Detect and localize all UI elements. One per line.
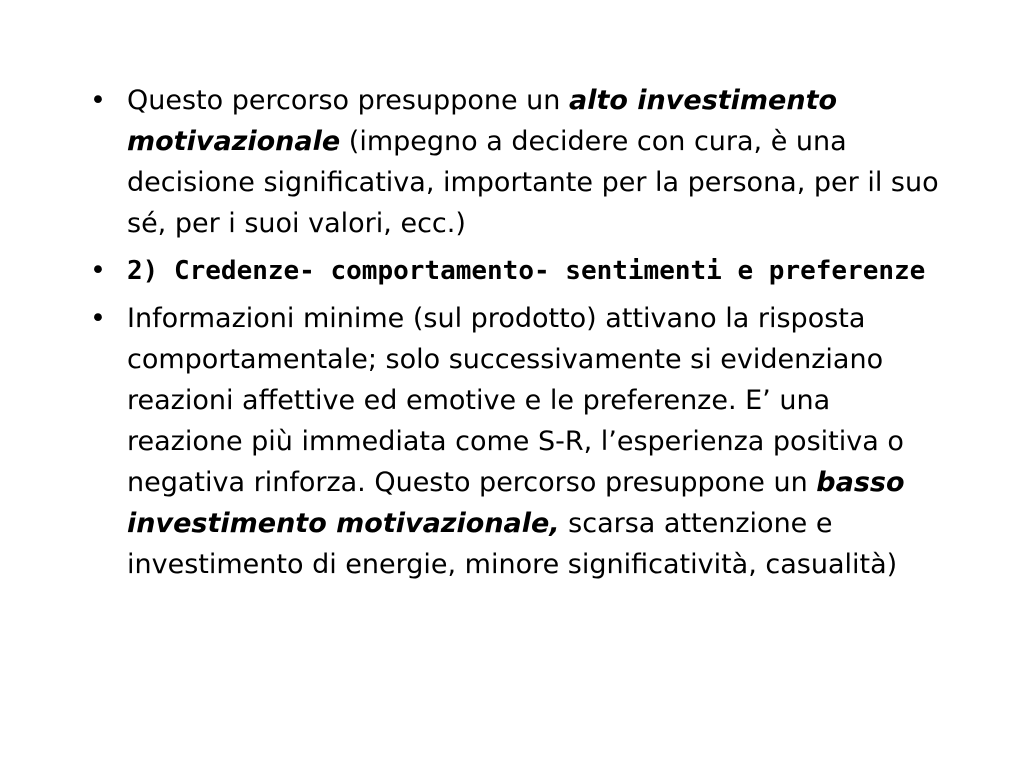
bullet-item-beliefs-heading <box>90 250 950 292</box>
emphasis-high-investment: alto investimento motivazionale <box>127 85 838 157</box>
bullet-dot: • <box>90 303 106 334</box>
text-segment: Informazioni minime (sul prodotto) attivano la risposta comportamentale; solo successivamente si evidenziano reazioni affettive ed emotive e le preferenze. E’ una reazione più immediata come S-R, l’esperienza positiva o negativa rinforza. Questo percorso presuppone un <box>127 303 904 498</box>
text-segment: Questo percorso presuppone un <box>127 85 569 116</box>
bullet-list <box>90 80 950 591</box>
bullet-dot: • <box>90 255 106 286</box>
bullet-item-minimal-info <box>90 298 950 585</box>
bullet-text <box>127 303 905 580</box>
bullet-dot: • <box>90 85 106 116</box>
text-segment: (impegno a decidere con cura, è una decisione significativa, importante per la persona, per il suo sé, per i suoi valori, ecc.) <box>127 126 939 239</box>
section-heading: 2) Credenze- comportamento- sentimenti e preferenze <box>127 256 926 286</box>
bullet-text <box>127 85 939 239</box>
emphasis-low-investment: basso investimento motivazionale, <box>127 467 905 539</box>
bullet-item-motivation-high <box>90 80 950 244</box>
text-segment: scarsa attenzione e investimento di energie, minore significatività, casualità) <box>127 508 898 580</box>
